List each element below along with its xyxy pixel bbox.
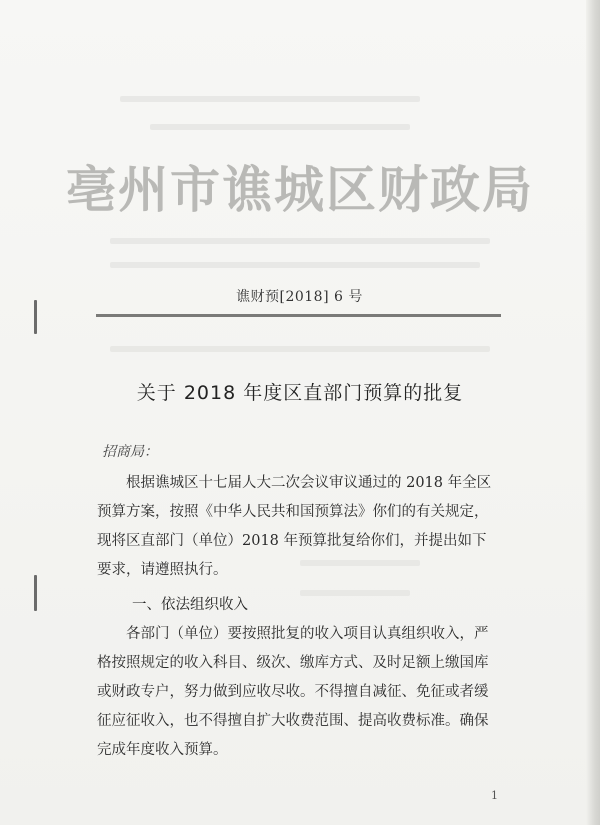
bleed-through-mark xyxy=(120,96,420,102)
agency-letterhead: 亳州市谯城区财政局 xyxy=(66,161,534,219)
section-heading: 一、依法组织收入 xyxy=(132,597,248,613)
body-paragraph: 根据谯城区十七届人大二次会议审议通过的 2018 年全区预算方案，按照《中华人民共和国预算法》你们的有关规定，现将区直部门（单位）2018 年预算批复给你们，并提出如下要求，请遵照执行。 xyxy=(97,475,492,578)
binding-edge xyxy=(586,0,600,825)
body-paragraph: 各部门（单位）要按照批复的收入项目认真组织收入，严格按照规定的收入科目、级次、缴库方式、及时足额上缴国库或财政专户，努力做到应收尽收。不得擅自减征、免征或者缓征应征收入，也不得擅自扩大收费范围、提高收费标准。确保完成年度收入预算。 xyxy=(97,626,489,758)
bleed-through-mark xyxy=(150,124,410,130)
document-title: 关于 2018 年度区直部门预算的批复 xyxy=(136,382,464,404)
bleed-through-mark xyxy=(110,346,490,352)
bleed-through-mark xyxy=(300,590,410,596)
document-number: 谯财预[2018] 6 号 xyxy=(236,289,363,305)
bleed-through-mark xyxy=(110,238,490,244)
staple-mark xyxy=(34,575,37,611)
handwritten-recipient: 招商局： xyxy=(102,444,158,460)
header-divider xyxy=(96,314,501,317)
staple-mark xyxy=(34,300,37,334)
bleed-through-mark xyxy=(110,262,480,268)
page-number: 1 xyxy=(491,789,498,802)
